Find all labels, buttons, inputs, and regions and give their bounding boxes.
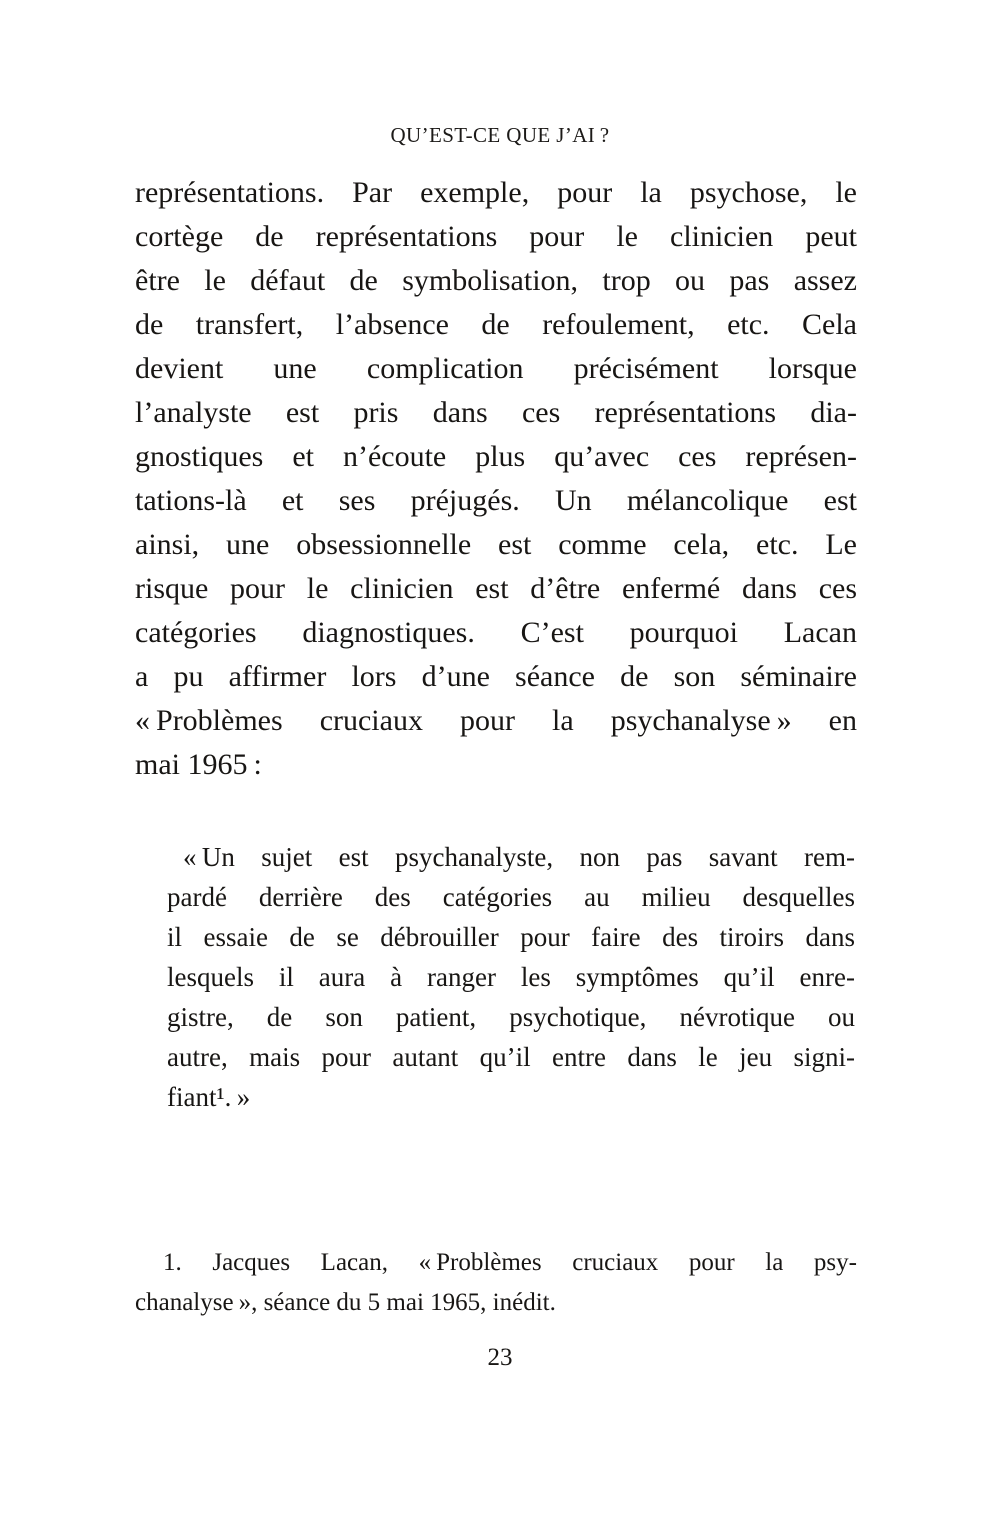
page-number: 23	[487, 1344, 513, 1371]
footnote-line: chanalyse », séance du 5 mai 1965, inédit.	[135, 1289, 556, 1316]
footnote	[135, 1243, 857, 1323]
quote-block	[167, 837, 855, 1117]
quote-line: lesquels il aura à ranger les symptômes qu’il enre-	[167, 962, 855, 992]
quote-line: « Un sujet est psychanalyste, non pas savant rem-	[183, 842, 855, 872]
footnote-line: 1. Jacques Lacan, « Problèmes cruciaux pour la psy-	[163, 1249, 857, 1276]
body-line: gnostiques et n’écoute plus qu’avec ces représen-	[135, 440, 857, 473]
quote-line: pardé derrière des catégories au milieu desquelles	[167, 882, 855, 912]
body-line: l’analyste est pris dans ces représentations dia-	[135, 396, 857, 429]
running-header: QU’EST-CE QUE J’AI ?	[390, 123, 610, 147]
body-line: ainsi, une obsessionnelle est comme cela, etc. Le	[135, 528, 857, 561]
body-line: cortège de représentations pour le clinicien peut	[135, 220, 857, 253]
quote-line: autre, mais pour autant qu’il entre dans le jeu signi-	[167, 1042, 855, 1072]
body-line: catégories diagnostiques. C’est pourquoi Lacan	[135, 616, 857, 649]
body-line: a pu affirmer lors d’une séance de son séminaire	[135, 660, 857, 693]
body-line: mai 1965 :	[135, 748, 262, 781]
body-paragraph	[135, 171, 857, 787]
quote-line: fiant¹. »	[167, 1082, 251, 1112]
body-line: de transfert, l’absence de refoulement, etc. Cela	[135, 308, 857, 341]
body-line: représentations. Par exemple, pour la psychose, le	[135, 176, 857, 209]
body-line: être le défaut de symbolisation, trop ou pas assez	[135, 264, 857, 297]
body-line: devient une complication précisément lorsque	[135, 352, 857, 385]
body-line: « Problèmes cruciaux pour la psychanalyse » en	[135, 704, 857, 737]
body-line: risque pour le clinicien est d’être enfermé dans ces	[135, 572, 857, 605]
quote-line: gistre, de son patient, psychotique, névrotique ou	[167, 1002, 855, 1032]
quote-line: il essaie de se débrouiller pour faire des tiroirs dans	[167, 922, 855, 952]
body-line: tations-là et ses préjugés. Un mélancolique est	[135, 484, 857, 517]
